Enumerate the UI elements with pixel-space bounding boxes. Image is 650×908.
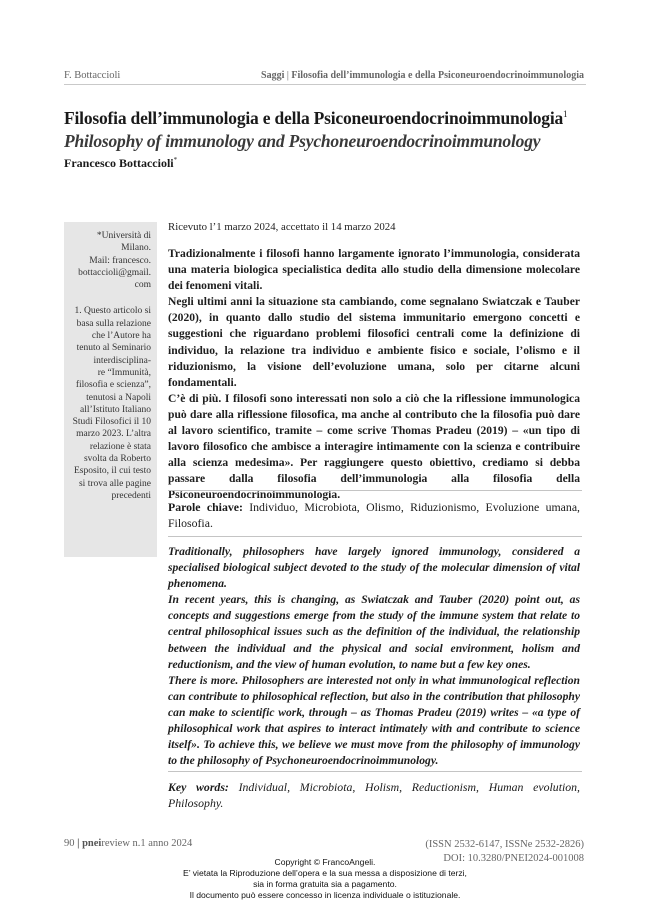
footnote-line: Esposito, il cui testo — [73, 466, 151, 477]
footnote-line: basa sulla relazione — [76, 318, 151, 329]
footnote-line: relazione è stata — [89, 441, 151, 452]
running-header-article-title: Filosofia dell’immunologia e della Psiconeuroendocrinoimmunologia — [291, 70, 584, 81]
abstract-paragraph: In recent years, this is changing, as Swiatczak and Tauber (2020) point out, as concepts and suggestions emerge from the study of the immune system that relate to central philosophical issues such as the definition of the individual, the relationship between the individual and the physical and social environment, holism and reductionism, and the view of human evolution, to name but a few key ones. — [168, 593, 580, 671]
author-footnote-mark: * — [173, 156, 178, 164]
affiliation-line: bottaccioli@gmail. — [78, 267, 151, 278]
running-header-separator: | — [286, 70, 289, 81]
abstract-paragraph: There is more. Philosophers are interested not only in what immunological reflection can contribute to philosophical reflection, but also in the contribution that philosophy can make to scientific work, through – as Thomas Pradeu (2019) writes – «a type of philosophical work that aspires to interact intimately with and contribute to science itself». To achieve this, we believe we must move from the philosophy of immunology to the philosophy of Psychoneuroendocrinoimmunology. — [168, 673, 580, 768]
footer-journal — [64, 838, 192, 849]
sidebar-notes — [64, 222, 157, 557]
abstract-paragraph: C’è di più. I filosofi sono interessati non solo a ciò che la riflessione immunologica può dare alla riflessione filosofica, ma anche al contributo che la filosofia può dare al lavoro scientifico, tramite – come scrive Thomas Pradeu (2019) – «un tipo di lavoro filosofico che ambisce a interagire intimamente con la scienza e contribuire alla scienza medesima». Per raggiungere questo obiettivo, crediamo si debba passare dalla filosofia dell’immunologia alla filosofia della Psiconeuroendocrinoimmunologia. — [168, 391, 580, 502]
affiliation-note — [64, 230, 151, 291]
title-footnote-mark: 1 — [563, 109, 568, 120]
footnote-line: tenuto al Seminario — [76, 343, 151, 354]
footnote-line: Studi Filosofici il 10 — [72, 417, 151, 428]
author-name: Francesco Bottaccioli — [64, 156, 174, 170]
running-header-section: Saggi — [261, 70, 285, 81]
article-author — [64, 156, 177, 171]
footnote-line: tenutosi a Napoli — [86, 392, 151, 403]
article-title-italian-text: Filosofia dell’immunologia e della Psiconeuroendocrinoimmunologia — [64, 108, 564, 128]
article-title-english: Philosophy of immunology and Psychoneuroendocrinoimmunology — [64, 131, 541, 151]
keywords-label: Key words: — [168, 780, 229, 794]
divider-rule — [168, 490, 582, 491]
abstract-italian — [168, 246, 580, 504]
footnote-line: che l’Autore ha — [91, 331, 151, 342]
copyright-line: Copyright © FrancoAngeli. — [274, 857, 376, 867]
affiliation-line: com — [134, 280, 151, 291]
footnote-line: 1. Questo articolo si — [74, 306, 151, 317]
abstract-paragraph: Negli ultimi anni la situazione sta cambiando, come segnalano Swiatczak e Tauber (2020), in quanto dallo studio del sistema immunitario emergono concetti e suggestioni che riguardano problemi filosofici centrali come la definizione di individuo, la relazione tra individuo e ambiente fisico e sociale, l’olismo e il riduzionismo, la visione dell’evoluzione umana, solo per citarne alcuni fondamentali. — [168, 295, 580, 389]
article-title-italian — [64, 108, 567, 129]
footnote-1 — [64, 305, 151, 502]
footnote-line: marzo 2023. L’altra — [76, 429, 151, 440]
header-rule — [64, 84, 586, 85]
abstract-paragraph: Tradizionalmente i filosofi hanno largamente ignorato l’immunologia, considerata una materia biologica specialistica dedita allo studio della dimensione molecolare dei fenomeni vitali. — [168, 247, 580, 293]
footnote-line: all’Istituto Italiano — [80, 404, 151, 415]
keywords-english — [168, 779, 580, 811]
abstract-paragraph: Traditionally, philosophers have largely ignored immunology, considered a specialised biological subject devoted to the study of the molecular dimension of vital phenomena. — [168, 545, 580, 591]
journal-brand: pnei — [82, 838, 102, 849]
footnote-line: svolta da Roberto — [83, 454, 151, 465]
keywords-text: Individual, Microbiota, Holism, Reductionism, Human evolution, Philosophy. — [168, 780, 580, 810]
copyright-line: Il documento può essere concesso in licenza individuale o istituzionale. — [189, 890, 461, 900]
copyright-line: E’ vietata la Riproduzione dell’opera e la sua messa a disposizione di terzi, — [183, 868, 467, 878]
footnote-line: interdisciplina- — [93, 355, 151, 366]
affiliation-line: Milano. — [121, 243, 151, 254]
footnote-line: precedenti — [111, 490, 151, 501]
copyright-notice — [0, 857, 650, 901]
footnote-line: re “Immunità, — [97, 367, 151, 378]
running-header-author: F. Bottaccioli — [64, 70, 121, 81]
divider-rule — [168, 771, 582, 772]
footnote-line: si trova alle pagine — [78, 478, 151, 489]
running-header-title — [261, 70, 584, 81]
doi: DOI: 10.3280/PNEI2024-001008 — [443, 853, 584, 864]
keywords-italian — [168, 499, 580, 531]
affiliation-line: *Università di — [96, 231, 151, 241]
issn: (ISSN 2532-6147, ISSNe 2532-2826) — [425, 839, 584, 850]
keywords-text: Individuo, Microbiota, Olismo, Riduzionismo, Evoluzione umana, Filosofia. — [168, 500, 580, 530]
abstract-english — [168, 544, 580, 769]
keywords-label: Parole chiave: — [168, 500, 243, 514]
affiliation-line: Mail: francesco. — [89, 255, 151, 266]
page-number: 90 — [64, 838, 75, 849]
footnote-line: filosofia e scienza”, — [75, 380, 151, 391]
journal-issue: review n.1 anno 2024 — [101, 838, 193, 849]
copyright-line: sia in forma gratuita sia a pagamento. — [253, 879, 397, 889]
received-date: Ricevuto l’1 marzo 2024, accettato il 14 marzo 2024 — [168, 221, 396, 233]
divider-rule — [168, 536, 582, 537]
footer-separator: | — [77, 838, 80, 849]
sidebar-spacer — [64, 291, 151, 305]
